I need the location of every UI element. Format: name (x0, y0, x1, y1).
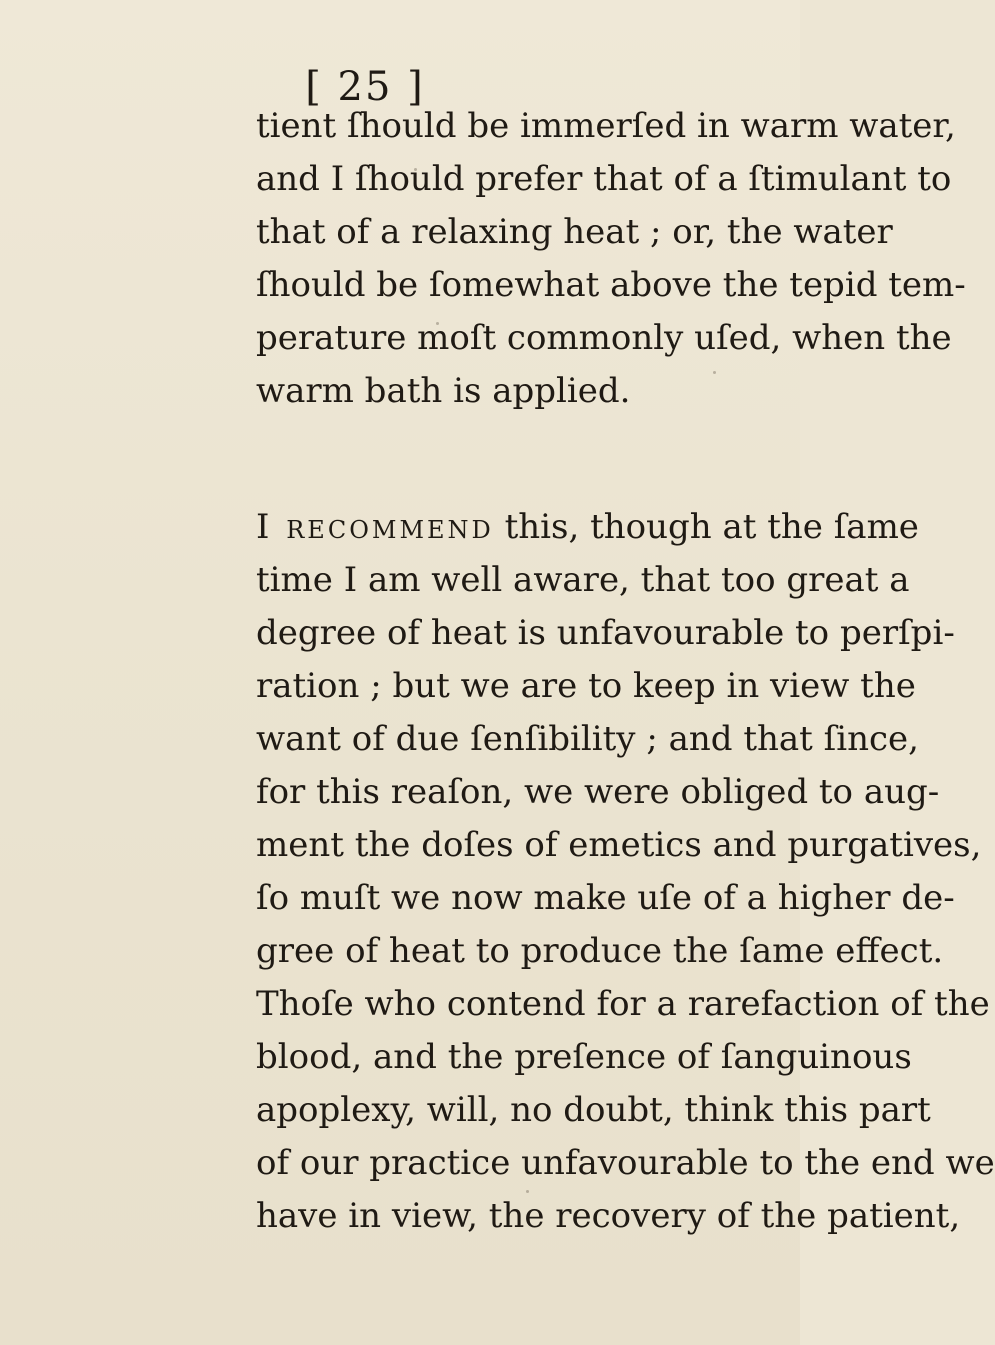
paragraph-gap (256, 418, 706, 501)
text-line: warm bath is applied. (256, 371, 631, 411)
text-line: ſhould be ſomewhat above the tepid tem- (256, 265, 966, 305)
text-line: that of a relaxing heat ; or, the water (256, 212, 893, 252)
paragraph-1 (256, 100, 966, 418)
text-line: and I ſhould prefer that of a ſtimulant to (256, 159, 952, 199)
lead-rest: this, though at the ſame (493, 507, 919, 547)
text-line-first (256, 501, 919, 554)
text-line: have in view, the recovery of the patient, (256, 1196, 961, 1236)
text-line: of our practice unfavourable to the end we (256, 1143, 995, 1183)
text-line: degree of heat is unfavourable to perſpi- (256, 613, 955, 653)
text-line: ment the doſes of emetics and purgatives, (256, 825, 982, 865)
lead-words: I recommend (256, 507, 494, 547)
paragraph-2 (256, 501, 995, 1243)
text-line: for this reaſon, we were obliged to aug- (256, 772, 940, 812)
text-line: apoplexy, will, no doubt, think this part (256, 1090, 931, 1130)
text-line: gree of heat to produce the ſame effect. (256, 931, 944, 971)
text-line: Thoſe who contend for a rarefaction of the (256, 984, 990, 1024)
text-line: blood, and the preſence of ſanguinous (256, 1037, 912, 1077)
body-text (256, 100, 995, 1243)
text-line: tient ſhould be immerſed in warm water, (256, 106, 956, 146)
text-line: want of due ſenſibility ; and that ſince, (256, 719, 919, 759)
text-line: perature moſt commonly uſed, when the (256, 318, 952, 358)
text-line: time I am well aware, that too great a (256, 560, 910, 600)
page-number: [ 25 ] (305, 64, 425, 110)
text-line: ſo muſt we now make uſe of a higher de- (256, 878, 955, 918)
paper-speck (713, 371, 716, 374)
text-line: ration ; but we are to keep in view the (256, 666, 916, 706)
